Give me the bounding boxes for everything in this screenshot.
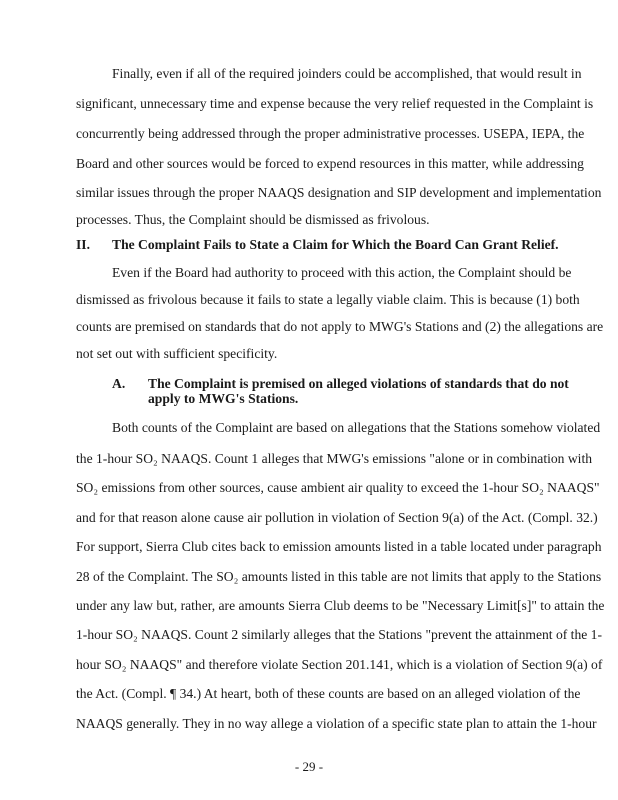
paragraph-line: concurrently being addressed through the proper administrative processes. USEPA, IEPA, the bbox=[76, 126, 585, 141]
subsection-heading bbox=[0, 376, 618, 410]
paragraph-line: Board and other sources would be forced to expend resources in this matter, while addressing bbox=[76, 156, 584, 171]
paragraph-line: under any law but, rather, are amounts Sierra Club deems to be "Necessary Limit[s]" to attain the bbox=[76, 598, 605, 613]
subsection-title-line: apply to MWG's Stations. bbox=[148, 391, 299, 406]
subsection-number: A. bbox=[112, 376, 126, 391]
paragraph-line: the 1-hour SO₂ NAAQS. Count 1 alleges that MWG's emissions "alone or in combination with bbox=[76, 451, 593, 466]
paragraph-line: not set out with sufficient specificity. bbox=[76, 346, 278, 361]
paragraph-line: processes. Thus, the Complaint should be dismissed as frivolous. bbox=[76, 212, 430, 227]
paragraph-line: hour SO₂ NAAQS" and therefore violate Section 201.141, which is a violation of Section 9(a) of bbox=[76, 657, 603, 672]
paragraph-line: For support, Sierra Club cites back to emission amounts listed in a table located under paragraph bbox=[76, 539, 602, 554]
paragraph-line: the Act. (Compl. ¶ 34.) At heart, both of these counts are based on an alleged violation of the bbox=[76, 686, 581, 701]
section-heading bbox=[0, 237, 618, 253]
paragraph-line: Both counts of the Complaint are based on allegations that the Stations somehow violated bbox=[112, 420, 601, 435]
subsection-title-line: The Complaint is premised on alleged violations of standards that do not bbox=[148, 376, 569, 391]
paragraph-line: significant, unnecessary time and expense because the very relief requested in the Complaint is bbox=[76, 96, 594, 111]
paragraph-line: dismissed as frivolous because it fails to state a legally viable claim. This is because (1) both bbox=[76, 292, 580, 307]
paragraph-line: 28 of the Complaint. The SO₂ amounts listed in this table are not limits that apply to the Stations bbox=[76, 569, 602, 584]
section-number: II. bbox=[76, 237, 90, 252]
paragraph-line: counts are premised on standards that do not apply to MWG's Stations and (2) the allegations are bbox=[76, 319, 604, 334]
paragraph-line: Finally, even if all of the required joinders could be accomplished, that would result in bbox=[112, 66, 582, 81]
paragraph-line: similar issues through the proper NAAQS designation and SIP development and implementation bbox=[76, 185, 602, 200]
paragraph-line: 1-hour SO₂ NAAQS. Count 2 similarly alleges that the Stations "prevent the attainment of the 1- bbox=[76, 627, 603, 642]
paragraph-line: Even if the Board had authority to proceed with this action, the Complaint should be bbox=[112, 265, 572, 280]
paragraph-line: and for that reason alone cause air pollution in violation of Section 9(a) of the Act. (Compl. 32.) bbox=[76, 510, 598, 525]
section-title: The Complaint Fails to State a Claim for Which the Board Can Grant Relief. bbox=[112, 237, 559, 252]
paragraph-line: SO₂ emissions from other sources, cause ambient air quality to exceed the 1-hour SO₂ NAAQS" bbox=[76, 480, 600, 495]
page-number: - 29 - bbox=[294, 759, 324, 774]
paragraph-line: NAAQS generally. They in no way allege a violation of a specific state plan to attain the 1-hour bbox=[76, 716, 597, 731]
